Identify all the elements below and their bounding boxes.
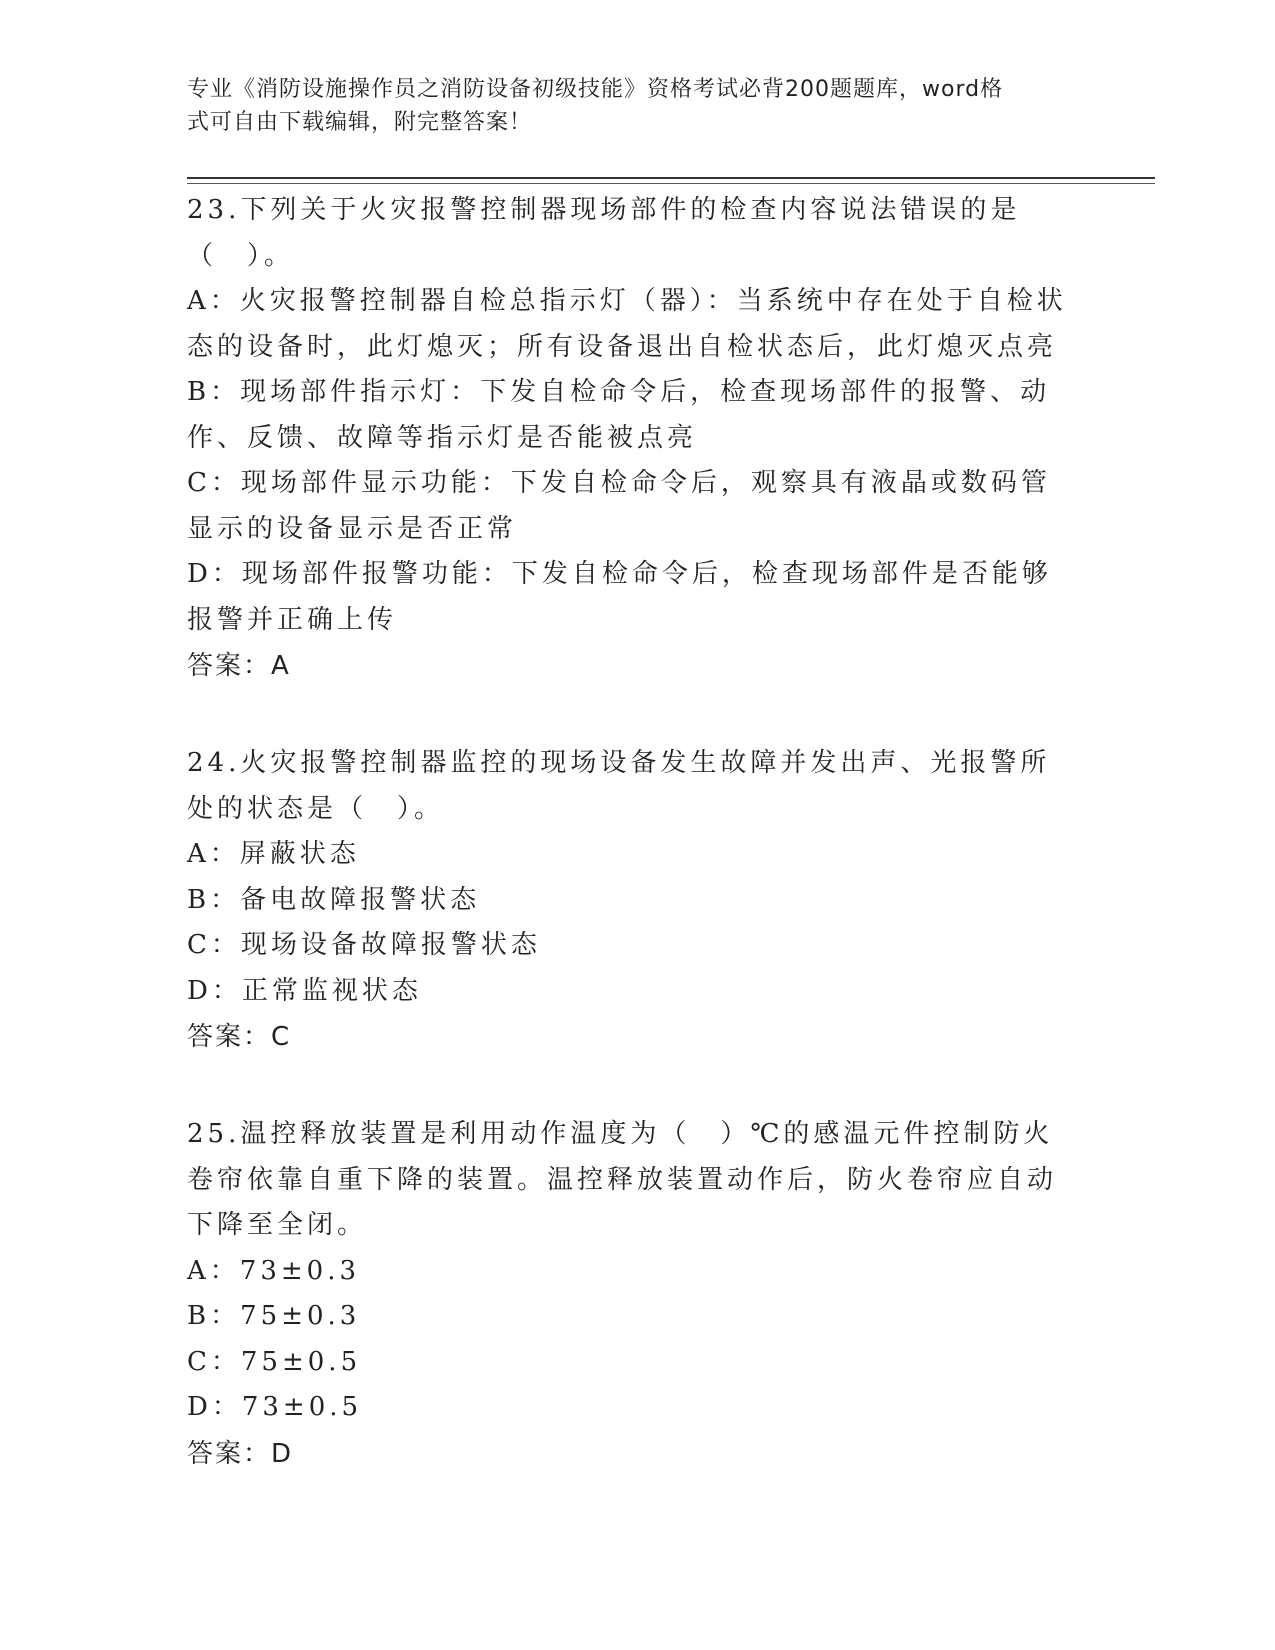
question-25 [187,1112,1077,1477]
option-b: B：备电故障报警状态 [187,884,481,915]
option-b: B：75±0.3 [187,1301,361,1331]
option-d: D：现场部件报警功能：下发自检命令后，检查现场部件是否能够报警并正确上传 [187,559,1052,635]
question-23 [187,188,1077,689]
option-a: A：火灾报警控制器自检总指示灯（器）：当系统中存在处于自检状态的设备时，此灯熄灭；所有设备退出自检状态后，此灯熄灭点亮 [187,286,1067,362]
header-divider-thick [187,177,1155,179]
answer-label: 答案：D [187,1438,294,1469]
question-stem: 23.下列关于火灾报警控制器现场部件的检查内容说法错误的是（ ）。 [187,195,1021,271]
header-line-1: 专业《消防设施操作员之消防设备初级技能》资格考试必背200题题库，word格 [187,77,1004,102]
option-d: D：正常监视状态 [187,975,422,1006]
header-line-2: 式可自由下载编辑，附完整答案！ [187,110,533,135]
header-divider-thin [187,183,1155,184]
option-b: B：现场部件指示灯：下发自检命令后，检查现场部件的报警、动作、反馈、故障等指示灯是否能被点亮 [187,377,1051,453]
option-c: C：75±0.5 [187,1346,362,1377]
option-c: C：现场设备故障报警状态 [187,930,541,960]
option-c: C：现场部件显示功能：下发自检命令后，观察具有液晶或数码管显示的设备显示是否正常 [187,468,1051,544]
question-24 [187,741,1077,1060]
question-stem: 25.温控释放装置是利用动作温度为（ ）℃的感温元件控制防火卷帘依靠自重下降的装置。温控释放装置动作后，防火卷帘应自动下降至全闭。 [187,1119,1058,1240]
answer-label: 答案：A [187,651,291,681]
question-stem: 24.火灾报警控制器监控的现场设备发生故障并发出声、光报警所处的状态是（ ）。 [187,748,1051,824]
answer-label: 答案：C [187,1022,292,1052]
option-a: A：屏蔽状态 [187,839,360,869]
option-a: A：73±0.3 [187,1255,360,1286]
document-header [187,73,1067,139]
question-list [187,188,1077,1529]
option-d: D：73±0.5 [187,1392,363,1422]
